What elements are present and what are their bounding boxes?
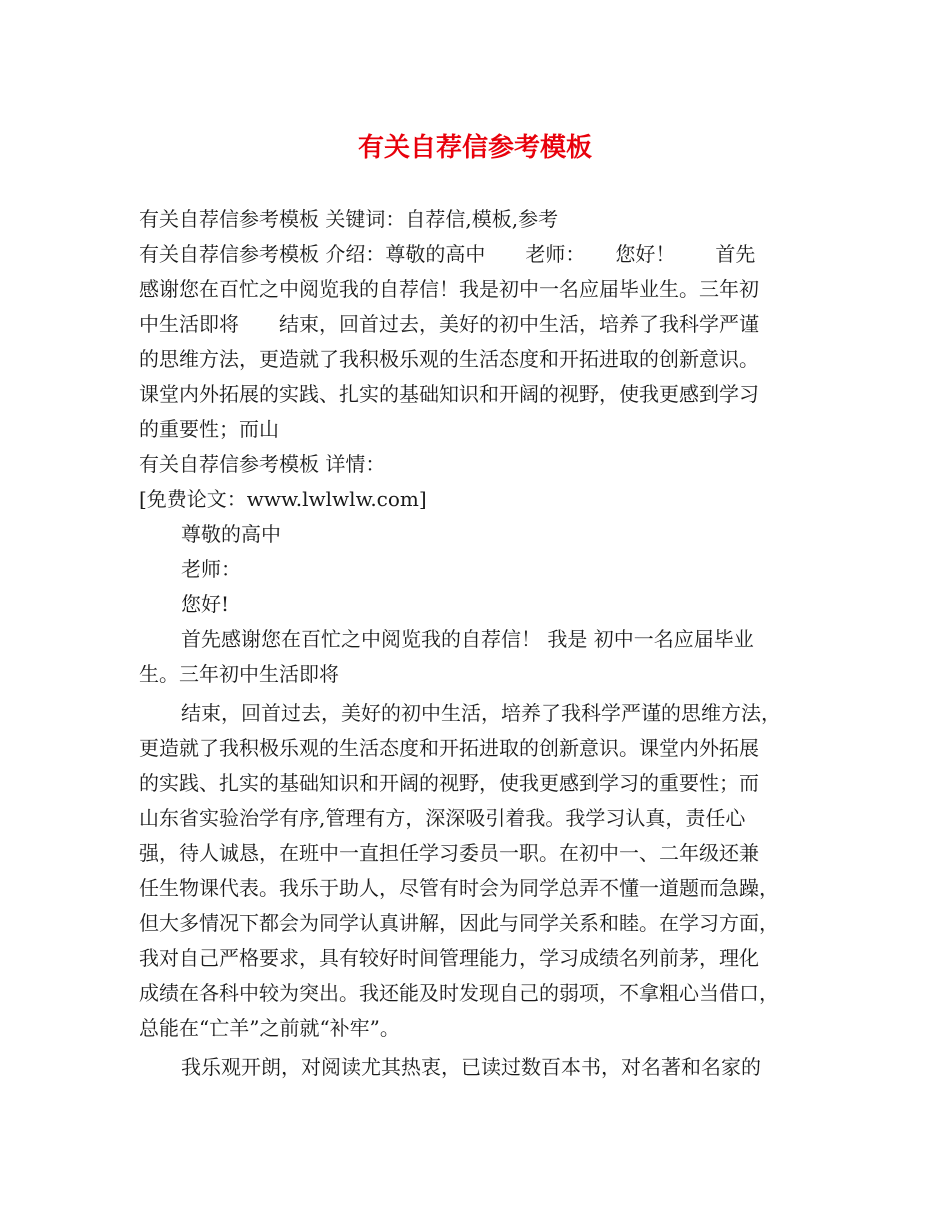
paragraph-line: 成绩在各科中较为突出。我还能及时发现自己的弱项，不拿粗心当借口， xyxy=(139,981,779,1005)
paragraph-line: 总能在“亡羊”之前就“补牢”。 xyxy=(139,1016,400,1040)
paragraph-line: 更造就了我积极乐观的生活态度和开拓进取的创新意识。课堂内外拓展 xyxy=(139,736,759,760)
salutation-line: 尊敬的高中 xyxy=(181,522,281,546)
keywords-line: 有关自荐信参考模板 关键词：自荐信,模板,参考 xyxy=(139,207,559,231)
document-title: 有关自荐信参考模板 xyxy=(357,133,592,163)
paragraph-line: 我对自己严格要求，具有较好时间管理能力，学习成绩名列前茅，理化 xyxy=(139,946,759,970)
paragraph-line: 生。三年初中生活即将 xyxy=(139,662,339,686)
details-heading: 有关自荐信参考模板 详情： xyxy=(139,452,386,476)
paragraph-line: 结束，回首过去，美好的初中生活，培养了我科学严谨的思维方法， xyxy=(181,701,781,725)
paragraph-line: 强，待人诚恳，在班中一直担任学习委员一职。在初中一、二年级还兼 xyxy=(139,841,759,865)
salutation-line: 老师： xyxy=(181,557,241,581)
intro-line: 感谢您在百忙之中阅览我的自荐信！我是初中一名应届毕业生。三年初 xyxy=(139,277,759,301)
paragraph-line: 任生物课代表。我乐于助人，尽管有时会为同学总弄不懂一道题而急躁， xyxy=(139,876,779,900)
paragraph-line: 首先感谢您在百忙之中阅览我的自荐信！ 我是 初中一名应届毕业 xyxy=(181,627,754,651)
document-body xyxy=(139,202,819,1085)
greeting-line: 您好! xyxy=(181,592,230,616)
paragraph-line: 的实践、扎实的基础知识和开阔的视野，使我更感到学习的重要性；而 xyxy=(139,771,759,795)
intro-line: 中生活即将 结束，回首过去，美好的初中生活，培养了我科学严谨 xyxy=(139,312,759,336)
intro-line: 课堂内外拓展的实践、扎实的基础知识和开阔的视野，使我更感到学习 xyxy=(139,382,759,406)
paragraph-line: 山东省实验治学有序,管理有方，深深吸引着我。我学习认真，责任心 xyxy=(139,806,746,830)
source-link: [免费论文：www.lwlwlw.com] xyxy=(139,487,427,511)
intro-line: 的重要性；而山 xyxy=(139,417,279,441)
paragraph-line: 但大多情况下都会为同学认真讲解，因此与同学关系和睦。在学习方面， xyxy=(139,911,779,935)
intro-line: 的思维方法，更造就了我积极乐观的生活态度和开拓进取的创新意识。 xyxy=(139,347,759,371)
paragraph-line: 我乐观开朗，对阅读尤其热衷，已读过数百本书，对名著和名家的 xyxy=(181,1055,761,1079)
intro-line: 有关自荐信参考模板 介绍：尊敬的高中 老师： 您好！ 首先 xyxy=(139,242,756,266)
